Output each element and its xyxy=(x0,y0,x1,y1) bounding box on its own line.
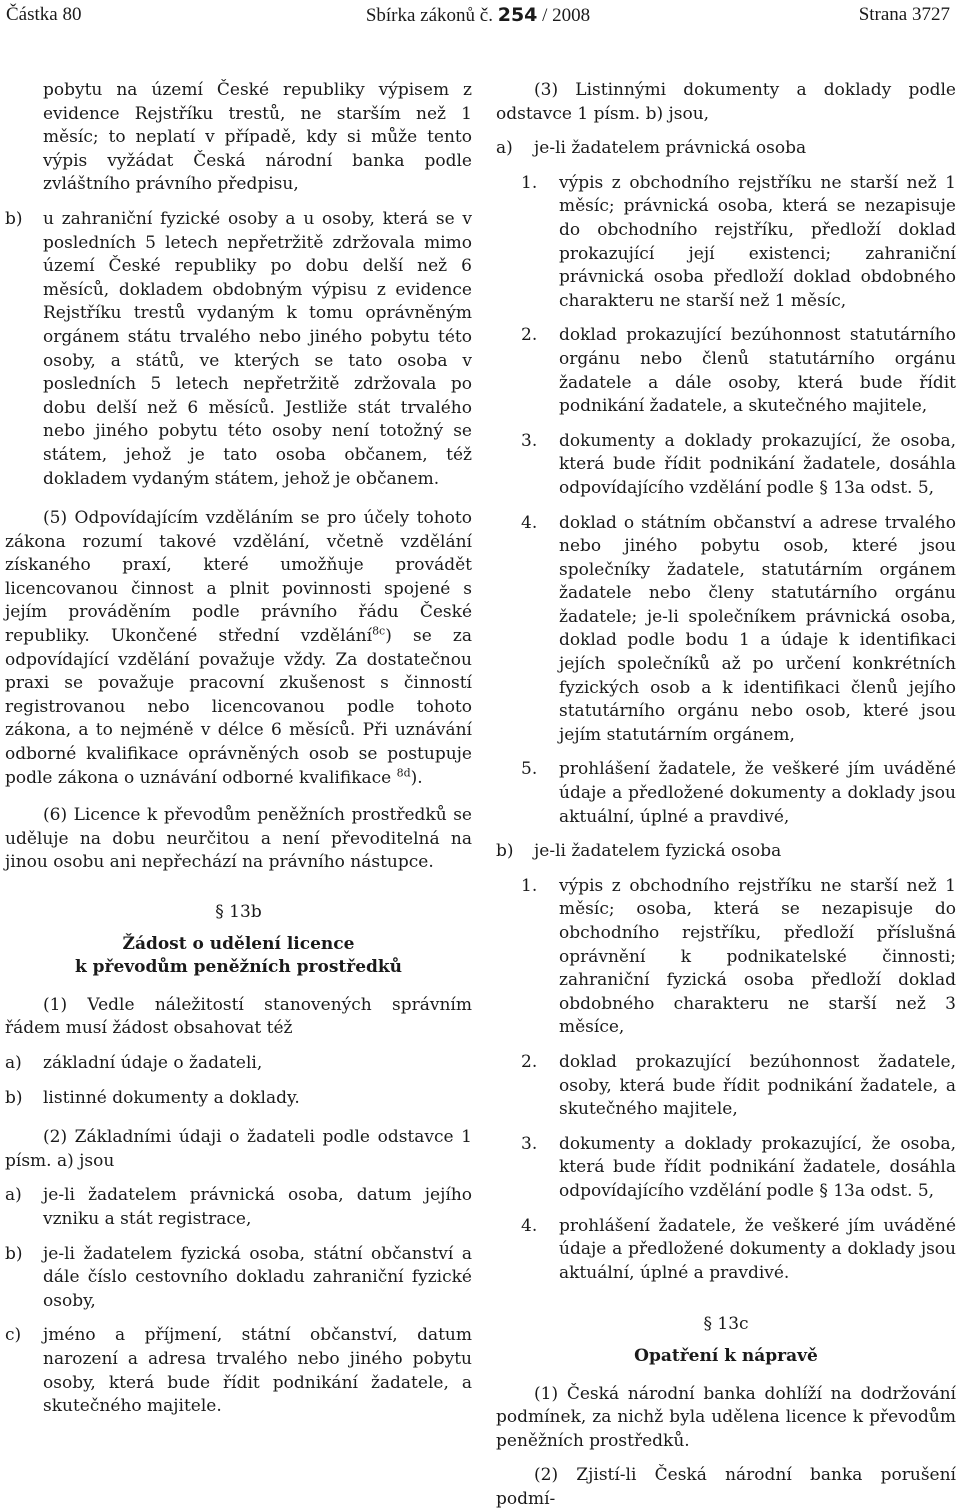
left-column xyxy=(5,79,472,1419)
section-number: § 13c xyxy=(703,1314,749,1335)
numbered-item: 4. doklad o státním občanství a adrese trvalého nebo jiného pobytu osob, které jsou společníky žadatele, statutárním orgánem žadatele nebo členy statutárního orgánu žadatele; je-li společníkem právnická osoba, doklad podle bodu 1 a údaje k identifikaci jejích společníků až po určení konkrétních fyzických osob a k identifikaci členů jejího statutárního orgánu nebo osob, které jsou jejím statutárním orgánem, xyxy=(521,512,956,745)
list-item-a: a) je-li žadatelem právnická osoba, datum jejího vzniku a stát registrace, xyxy=(5,1185,472,1229)
list-item-b: b) u zahraniční fyzické osoby a u osoby, která se v posledních 5 letech nepřetržitě zdržovala mimo území České republiky po dobu delší než 6 měsíců, dokladem obdobným výpisu z evidence Rejstříku trestů vydaným k tomu oprávněným orgánem státu trvalého nebo jiného pobytu této osoby, a států, ve kterých se tato osoba v posledních 5 letech nepřetržitě zdržovala po dobu delší než 6 měsíců. Jestliže stát trvalého nebo jiného pobytu této osoby není totožný se státem, jehož je tato osoba občanem, též dokladem vydaným státem, jehož je občanem. xyxy=(5,208,472,489)
numbered-item: 1. výpis z obchodního rejstříku ne starší než 1 měsíc; právnická osoba, která se nezapisuje do obchodního rejstříku, předloží doklad prokazující její existenci; zahraniční právnická osoba předloží doklad obdobného charakteru ne starší než 1 měsíc, xyxy=(521,172,956,311)
section-title-line2: k převodům peněžních prostředků xyxy=(74,957,403,978)
footnote-ref: 8c xyxy=(372,624,386,638)
paragraph-continuation: pobytu na území České republiky výpisem z evidence Rejstříku trestů, ne starším než 1 měsíc; to neplatí v případě, kdy si může tento výpis vyžádat Česká národní banka podle zvláštního právního předpisu, xyxy=(43,80,472,195)
list-item-b: b) listinné dokumenty a doklady. xyxy=(5,1087,300,1108)
paragraph-6: (6) Licence k převodům peněžních prostředků se uděluje na dobu neurčitou a není převoditelná na jinou osobu ani nepřechází na právního nástupce. xyxy=(5,805,472,873)
numbered-item: 3. dokumenty a doklady prokazující, že osoba, která bude řídit podnikání žadatele, dosáhla odpovídajícího vzdělání podle § 13a odst. 5, xyxy=(521,1133,956,1201)
numbered-item: 3. dokumenty a doklady prokazující, že osoba, která bude řídit podnikání žadatele, dosáhla odpovídajícího vzdělání podle § 13a odst. 5, xyxy=(521,430,956,498)
numbered-item: 2. doklad prokazující bezúhonnost statutárního orgánu nebo členů statutárního orgánu žadatele a dále osoby, která bude řídit podnikání žadatele, a skutečného majitele, xyxy=(521,325,956,417)
page-number: Strana 3727 xyxy=(858,4,950,25)
subsection-2: (2) Základními údaji o žadateli podle odstavce 1 písm. a) jsou xyxy=(5,1127,472,1171)
list-item-c: c) jméno a příjmení, státní občanství, datum narození a adresa trvalého nebo jiného pobytu osoby, která bude řídit podnikání žadatele, a skutečného majitele. xyxy=(5,1325,472,1417)
numbered-item: 5. prohlášení žadatele, že veškeré jím uváděné údaje a předložené dokumenty a doklady jsou aktuální, úplné a pravdivé, xyxy=(521,759,956,827)
numbered-item: 2. doklad prokazující bezúhonnost žadatele, osoby, která bude řídit podnikání žadatele, a skutečného majitele, xyxy=(521,1051,956,1120)
numbered-item: 4. prohlášení žadatele, že veškeré jím uváděné údaje a předložené dokumenty a doklady jsou aktuální, úplné a pravdivé. xyxy=(521,1215,956,1283)
list-item-b: b) je-li žadatelem fyzická osoba xyxy=(496,841,782,862)
subsection-1: (1) Česká národní banka dohlíží na dodržování podmínek, za nichž byla udělena licence k převodům peněžních prostředků. xyxy=(496,1383,956,1451)
subsection-2: (2) Zjistí-li Česká národní banka porušení podmí- xyxy=(496,1465,956,1509)
list-item-a: a) je-li žadatelem právnická osoba xyxy=(496,138,807,159)
list-item-a: a) základní údaje o žadateli, xyxy=(5,1052,263,1073)
section-title-line1: Žádost o udělení licence xyxy=(122,933,355,954)
law-number: 254 xyxy=(497,4,538,26)
paragraph-5: (5) Odpovídajícím vzděláním se pro účely tohoto zákona rozumí takové vzdělání, včetně vzdělání získaného praxí, které umožňuje provádět licencovanou činnost a plnit povinnosti spojené s jejím prováděním podle právního řádu České republiky. Ukončené střední vzdělání$^{8c}$) se za odpovídající vzdělání považuje vždy. Za dostatečnou praxi se považuje pracovní zkušenost s činností registrovanou nebo licencovanou podle tohoto zákona, a to nejméně v délce 6 měsíců. Při uznávání odborné kvalifikace oprávněných osob se postupuje podle zákona o uznávání odborné kvalifikace $^{8d}$). xyxy=(5,508,472,788)
collection-title: Sbírka zákonů č. 254 / 2008 xyxy=(365,4,591,26)
footnote-ref: 8d xyxy=(396,765,411,779)
right-column xyxy=(496,79,956,1511)
issue-part: Částka 80 xyxy=(6,4,82,25)
subsection-3: (3) Listinnými dokumenty a doklady podle odstavce 1 písm. b) jsou, xyxy=(496,80,956,124)
numbered-item: 1. výpis z obchodního rejstříku ne starší než 1 měsíc; osoba, která se nezapisuje do obchodního rejstříku, předloží příslušná oprávnění k podnikatelské činnosti; zahraniční fyzická osoba předloží doklad obdobného charakteru ne starší než 3 měsíce, xyxy=(521,875,956,1038)
list-item-b: b) je-li žadatelem fyzická osoba, státní občanství a dále číslo cestovního dokladu zahraniční fyzické osoby, xyxy=(5,1243,472,1311)
section-title: Opatření k nápravě xyxy=(634,1345,818,1366)
section-number: § 13b xyxy=(215,902,262,922)
subsection-1: (1) Vedle náležitostí stanovených správním řádem musí žádost obsahovat též xyxy=(5,994,472,1039)
page-header xyxy=(6,4,950,34)
